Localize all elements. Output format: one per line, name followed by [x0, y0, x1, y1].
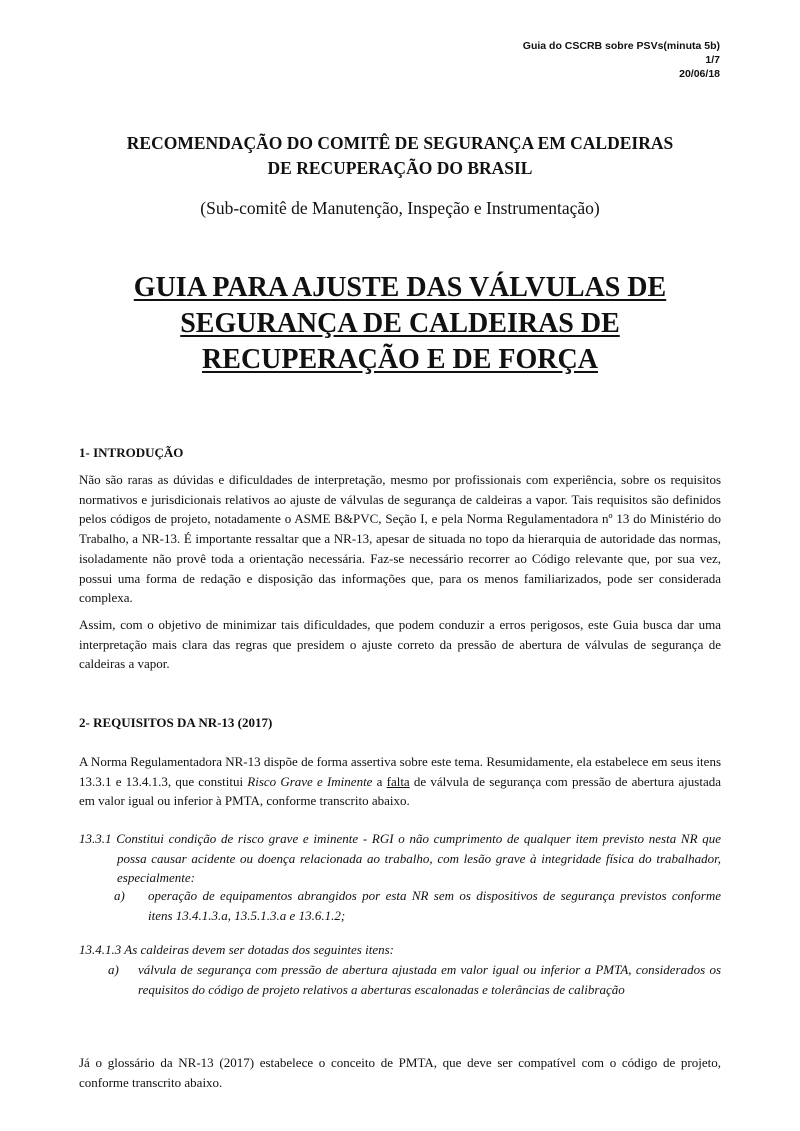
- quote-13-3-1: 13.3.1 Constitui condição de risco grave e iminente - RGI o não cumprimento de qualquer item previsto nesta NR que possa causar acidente ou doença relacionada ao trabalho, com lesão grave à integridade física do trabalhador, especialmente:: [79, 831, 721, 885]
- quote-13-3-1-item-a-text: operação de equipamentos abrangidos por esta NR sem os dispositivos de segurança previstos conforme itens 13.4.1.3.a, 13.5.1.3.a e 13.6.1.2;: [148, 888, 721, 923]
- guide-title-line3: RECUPERAÇÃO E DE FORÇA: [202, 344, 598, 375]
- subcommittee-subtitle: (Sub-comitê de Manutenção, Inspeção e Instrumentação): [200, 198, 600, 218]
- section2-p1-text-c: de válvula de segurança com pressão de abertura ajustada em valor igual ou inferior à PMTA, conforme transcrito abaixo.: [79, 773, 721, 809]
- guide-title-line2: SEGURANÇA DE CALDEIRAS DE: [180, 308, 620, 339]
- quote-13-3-1-item-a-label: a): [114, 888, 125, 903]
- section2-heading: 2- REQUISITOS DA NR-13 (2017): [79, 715, 273, 730]
- guide-title: [60, 270, 740, 378]
- quote-13-4-1-3-item-a: [108, 960, 721, 999]
- committee-title-line2: DE RECUPERAÇÃO DO BRASIL: [267, 158, 533, 178]
- section1-heading: 1- INTRODUÇÃO: [79, 445, 184, 460]
- committee-title-line1: RECOMENDAÇÃO DO COMITÊ DE SEGURANÇA EM CALDEIRAS: [126, 133, 674, 153]
- guide-title-line1: GUIA PARA AJUSTE DAS VÁLVULAS DE: [133, 272, 667, 303]
- quote-13-4-1-3-item-a-text: válvula de segurança com pressão de abertura ajustada em valor igual ou inferior a PMTA, considerados os requisitos do código de projeto relativos a aberturas escalonadas e tolerâncias de calibração: [138, 962, 721, 997]
- section2-p1-text-b: a: [372, 773, 387, 789]
- running-header: [523, 39, 720, 81]
- header-date: 20/06/18: [679, 68, 720, 80]
- section2-p1-falta-underline: falta: [386, 773, 410, 789]
- section2-p1-risk-italic: Risco Grave e Iminente: [247, 773, 373, 789]
- quote-13-3-1-item-a: [114, 886, 721, 925]
- section2-paragraph1: [79, 752, 721, 811]
- section1-paragraph1: Não são raras as dúvidas e dificuldades de interpretação, mesmo por profissionais com experiência, sobre os requisitos normativos e jurisdicionais relativos ao ajuste de válvulas de segurança de caldeiras a vapor. Tais requisitos são definidos pelos códigos de projeto, notadamente o ASME B&PVC, Seção I, e pela Norma Regulamentadora nº 13 do Ministério do Trabalho, a NR-13. É importante ressaltar que a NR-13, apesar de situada no topo da hierarquia de autoridade das normas, isoladamente não provê toda a orientação necessária. Faz-se necessário recorrer ao Código relevante que, por sua vez, possui uma forma de redação e disposição das informações que, para os menos familiarizados, pode ser considerada complexa.: [79, 472, 721, 606]
- quote-13-4-1-3-item-a-label: a): [108, 962, 119, 977]
- header-doc-name: Guia do CSCRB sobre PSVs(minuta 5b): [522, 40, 720, 52]
- section2-paragraph2: Já o glossário da NR-13 (2017) estabelece o conceito de PMTA, que deve ser compatível com o código de projeto, conforme transcrito abaixo.: [79, 1055, 721, 1090]
- committee-title: [60, 131, 740, 181]
- section2-p1-text-a: A Norma Regulamentadora NR-13 dispõe de forma assertiva sobre este tema. Resumidamente, ela estabelece em seus itens 13.3.1 e 13.4.1.3, que constitui: [79, 754, 721, 789]
- header-page-number: 1/7: [705, 54, 720, 66]
- quote-13-4-1-3: 13.4.1.3 As caldeiras devem ser dotadas dos seguintes itens:: [79, 942, 394, 957]
- section1-paragraph2: Assim, com o objetivo de minimizar tais dificuldades, que podem conduzir a erros perigosos, este Guia busca dar uma interpretação mais clara das regras que presidem o ajuste correto da pressão de abertura de válvulas de segurança de caldeiras a vapor.: [79, 617, 721, 672]
